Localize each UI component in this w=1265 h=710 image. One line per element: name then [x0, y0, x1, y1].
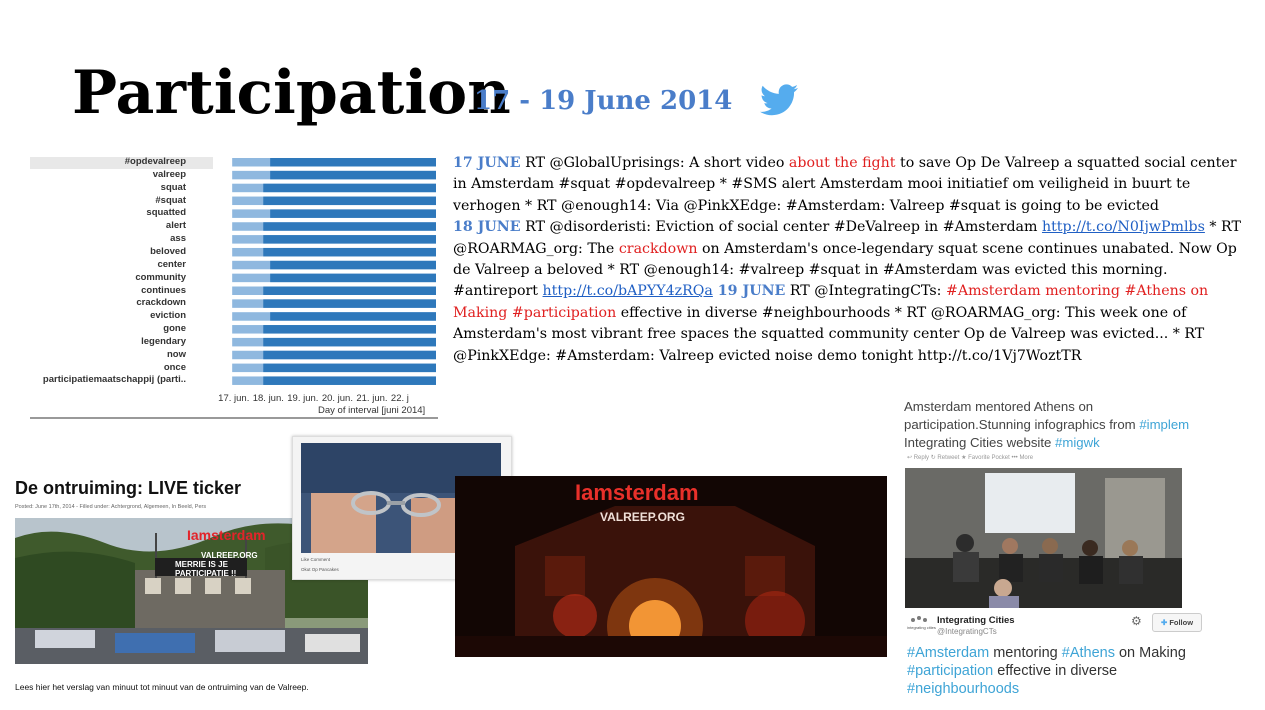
y-tick-label: gone [163, 323, 186, 335]
x-tick-label: 18. jun. [252, 393, 284, 404]
twitter-bird-small-icon: ✚ [1160, 618, 1170, 627]
x-axis-title: Day of interval [juni 2014] [318, 405, 426, 416]
bar-segment [263, 235, 436, 244]
bar-segment [263, 197, 436, 206]
y-tick-label: legendary [141, 335, 186, 347]
bar-segment [263, 299, 436, 308]
x-tick-label: 21. jun. [356, 393, 388, 404]
tweet-text: RT @GlobalUprisings: A short video [520, 155, 789, 171]
highlight-text: #Amsterdam mentoring #Athens on Making #participation [453, 283, 1209, 321]
y-tick-label: ass [170, 233, 186, 245]
x-tick-label: 20. jun. [321, 393, 353, 404]
tweet-text-part: Integrating Cities website [904, 435, 1055, 450]
bar-segment [270, 261, 436, 270]
account-name[interactable]: Integrating Cities [937, 615, 1015, 626]
tweet-text-part: Amsterdam mentored Athens on participation.Stunning infographics from [904, 399, 1140, 432]
card-caption: Okut Op Pancakes [301, 567, 339, 572]
bar-segment [263, 184, 436, 193]
gear-icon[interactable]: ⚙ [1131, 614, 1142, 628]
tweet-text-part: mentoring [989, 645, 1062, 661]
tweet-text: effective in diverse #neighbourhoods * RT @ROARMAG_org: This week one of Amsterdam's most vibrant free spaces the squatted community center Op de Valreep was evicted... * RT @PinkXEdge: #Amsterdam: Valreep evicted noise demo tonight http://t.co/1Vj7WoztTR [453, 304, 1205, 364]
x-tick-label: 22. j [390, 393, 409, 404]
y-tick-label: #squat [155, 194, 186, 206]
bar-segment [263, 376, 436, 385]
chart-baseline [30, 417, 438, 419]
tweet-text [904, 398, 1204, 452]
tweet-link[interactable]: http://t.co/N0IjwPmlbs [1041, 219, 1205, 236]
bar-segment [263, 325, 436, 334]
embedded-tweet [903, 398, 1223, 704]
tweet-text: to save Op De Valreep a squatted social center in Amsterdam #squat #opdevalreep * #SMS alert Amsterdam mooi initiatief om veiligheid in buurt te verhogen * RT @enough14: Via @PinkXEdge: #Amsterdam: Valreep #squat is going to be evicted [453, 155, 1237, 214]
y-tick-label: beloved [150, 245, 186, 257]
y-tick-label: once [163, 361, 186, 373]
night-gathering-photo [455, 476, 887, 657]
hashtag-link[interactable]: #participation [907, 663, 994, 679]
y-tick-label: continues [141, 284, 186, 296]
account-handle[interactable]: @IntegratingCTs [937, 627, 997, 636]
date-range: 17 - 19 June 2014 [474, 86, 733, 116]
day-label-18: 18 JUNE [453, 219, 521, 236]
tweet-text: RT @IntegratingCTs: [785, 283, 946, 300]
ticker-meta: Posted: June 17th, 2014 - Filled under: Achtergrond, Algemeen, In Beeld, Pers [15, 504, 207, 510]
hashtag-link[interactable]: #implem [1139, 417, 1190, 432]
bar-segment [263, 364, 436, 373]
tweet-text-part: effective in diverse [993, 663, 1118, 679]
follow-label: Follow [1169, 618, 1194, 627]
bar-segment [263, 338, 436, 347]
panel-discussion-photo [905, 468, 1182, 608]
y-tick-label: valreep [152, 168, 186, 180]
slide-title: Participation [72, 58, 511, 128]
twitter-bird-icon [760, 84, 798, 116]
y-tick-label: eviction [150, 310, 186, 322]
bar-segment [263, 287, 436, 296]
hashtag-link[interactable]: #migwk [1055, 435, 1100, 450]
highlight-text: crackdown [618, 240, 698, 257]
bar-segment [270, 312, 436, 321]
bar-segment [263, 248, 436, 257]
y-tick-label: squat [160, 181, 186, 193]
y-tick-label: crackdown [136, 297, 186, 309]
ticker-footer: Lees hier het verslag van minuut tot minuut van de ontruiming van de Valreep. [15, 682, 309, 692]
tweet-text-part: on Making [1114, 645, 1186, 661]
y-tick-label: squatted [146, 207, 186, 219]
hashtag-link[interactable]: #neighbourhoods [907, 681, 1020, 697]
bar-segment [270, 158, 436, 167]
y-tick-label: alert [165, 220, 186, 232]
highlight-text: about the fight [788, 155, 896, 171]
banner-subtext: VALREEP.ORG [201, 551, 258, 560]
tweet-link[interactable]: http://t.co/bAPYY4zRQa [542, 283, 713, 300]
chart-bars [30, 153, 438, 393]
tweet-actions[interactable]: ↩ Reply ↻ Retweet ★ Favorite Pocket ••• More [907, 455, 1034, 461]
tweet-text: * RT @ROARMAG_org: The [453, 219, 1241, 257]
bar-segment [270, 171, 436, 180]
bar-segment [263, 351, 436, 360]
hashtag-link[interactable]: #Athens [1061, 645, 1115, 661]
tweet-text: RT @disorderisti: Eviction of social center #DeValreep in #Amsterdam [520, 219, 1042, 236]
y-tick-label: participatiemaatschappij (parti.. [42, 374, 186, 386]
y-tick-label: community [135, 271, 186, 283]
tweet-body [907, 644, 1217, 698]
day-label-19: 19 JUNE [712, 283, 786, 300]
bar-segment [263, 222, 436, 231]
x-tick-label: 19. jun. [287, 393, 319, 404]
tweet-transcript [453, 153, 1253, 367]
banner-text: Iamsterdam [187, 527, 266, 543]
integrating-cities-logo [907, 612, 936, 636]
banner-subtext: VALREEP.ORG [600, 510, 685, 524]
bar-segment [270, 274, 436, 283]
day-label-17: 17 JUNE [453, 155, 521, 171]
y-tick-label: center [157, 258, 186, 270]
tweet-text: on Amsterdam's once-legendary squat scene continues unabated. Now Op de Valreep a beloved * RT @enough14: #valreep #squat in #Amsterdam was evicted this morning. #antireport [453, 240, 1237, 300]
term-timeline-chart [30, 153, 438, 421]
y-tick-label: #opdevalreep [124, 156, 186, 167]
logo-text: integrating cities [907, 625, 936, 630]
bar-segment [270, 209, 436, 218]
ticker-title: De ontruiming: LIVE ticker [15, 478, 242, 498]
sign-text: MERRIE IS JE PARTICIPATIE !! [175, 560, 237, 578]
y-tick-label: now [167, 348, 186, 360]
card-tabs[interactable]: Like Comment [301, 557, 331, 562]
banner-text: Iamsterdam [575, 480, 699, 505]
follow-button[interactable] [1152, 613, 1202, 632]
x-tick-label: 17. jun. [218, 393, 250, 404]
hashtag-link[interactable]: #Amsterdam [907, 645, 990, 661]
